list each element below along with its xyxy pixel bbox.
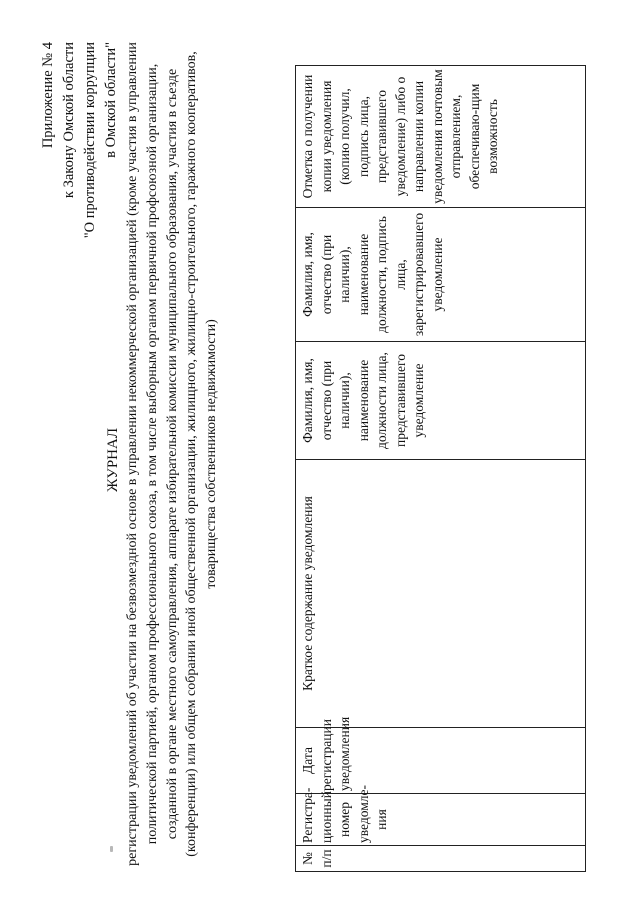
header-cell-reg-number: Регистра-ционный номер уведомле-ния — [296, 794, 586, 846]
header-cell-summary: Краткое содержание уведомления — [296, 460, 586, 728]
appendix-line-2: к Закону Омской области — [61, 42, 77, 199]
header-cell-copy-mark: Отметка о получении копии уведомления (копию получил, подпись лица, представившего уведомление) либо о направлении копии уведомления почтовым отправлением, обеспечиваю-щим возможность — [296, 66, 586, 208]
header-cell-number: № п/п — [296, 846, 586, 872]
appendix-line-3: "О противодействии коррупции — [82, 42, 98, 239]
scan-mark — [110, 846, 113, 852]
header-cell-registrar: Фамилия, имя, отчество (при наличии), наименование должности, подпись лица, зарегистрировавшего уведомление — [296, 208, 586, 342]
register-table — [295, 65, 586, 872]
header-cell-reg-date: Дата регистрации уведомления — [296, 728, 586, 794]
journal-subtitle: регистрации уведомлений об участии на безвозмездной основе в управлении некоммерческой организацией (кроме участия в управлении политической партией, органом профессионального союза, в том числе выборным органом первичной профсоюзной организации, созданной в органе местного самоуправления, аппарате избирательной комиссии муниципального образования, участия в съезде (конференции) или общем собрании иной общественной организации, жилищного, жилищно-строительного, гаражного кооперативов, товарищества собственников недвижимости) — [125, 42, 220, 866]
appendix-line-1: Приложение № 4 — [40, 42, 56, 149]
journal-title: ЖУРНАЛ — [105, 427, 121, 493]
table-header-row — [296, 66, 586, 872]
header-cell-submitter: Фамилия, имя, отчество (при наличии), наименование должности лица, представившего уведомление — [296, 342, 586, 460]
appendix-line-4: в Омской области" — [103, 42, 119, 158]
document-page — [20, 30, 620, 890]
